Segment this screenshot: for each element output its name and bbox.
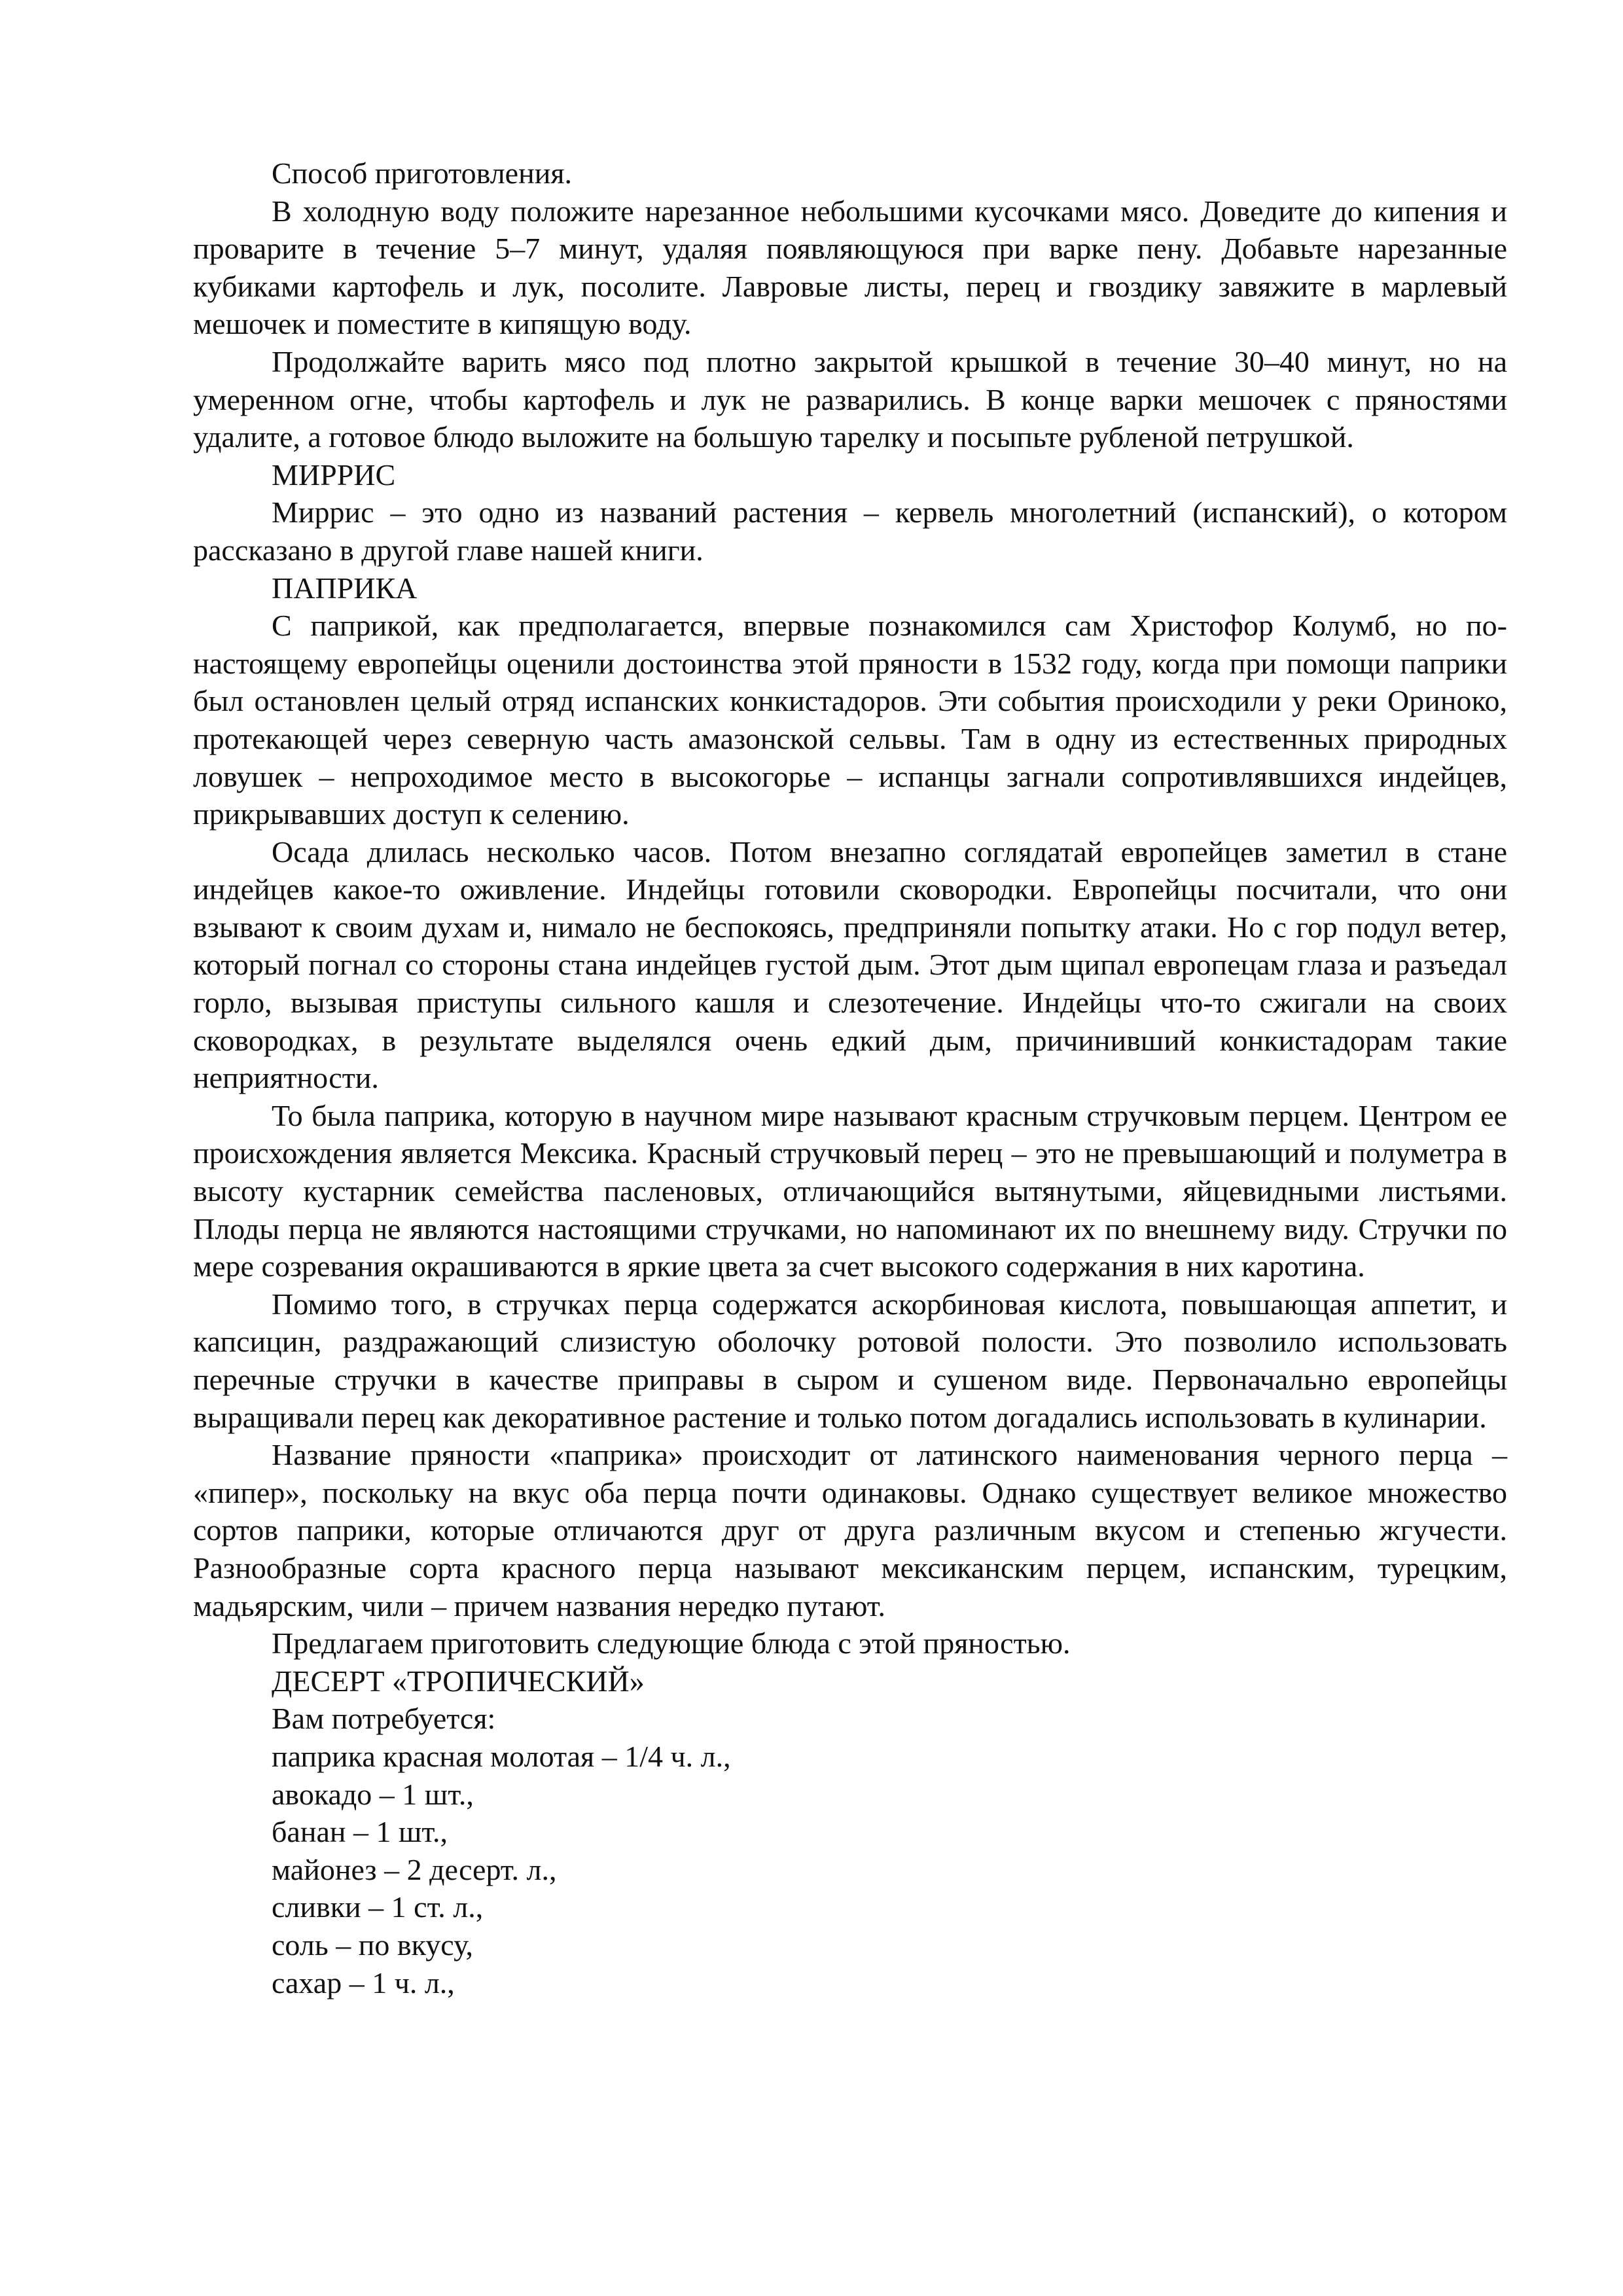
mirris-paragraph: Миррис – это одно из названий растения – кервель многолетний (испанский), о котором рассказано в другой главе нашей книги.	[193, 495, 1507, 567]
ingredient-item: паприка красная молотая – 1/4 ч. л.,	[272, 1739, 731, 1773]
paprika-paragraph-5: Название пряности «паприка» происходит от латинского наименования черного перца – «пипер», поскольку на вкус оба перца почти одинаковы. Однако существует великое множество сортов паприки, которые отличаются друг от друга различным вкусом и степенью жгучести. Разнообразные сорта красного перца называют мексиканским перцем, испанским, турецким, мадьярским, чили – причем названия нередко путают.	[193, 1438, 1507, 1623]
ingredient-list	[193, 1738, 1507, 2001]
mirris-heading: МИРРИС	[272, 457, 396, 492]
dessert-heading: ДЕСЕРТ «ТРОПИЧЕСКИЙ»	[272, 1664, 645, 1698]
ingredients-intro: Вам потребуется:	[272, 1702, 496, 1736]
paprika-paragraph-1: С паприкой, как предполагается, впервые познакомился сам Христофор Колумб, но по-настоящему европейцы оценили достоинства этой пряности в 1532 году, когда при помощи паприки был остановлен целый отряд испанских конкистадоров. Эти события происходили у реки Ориноко, протекающей через северную часть амазонской сельвы. Там в одну из естественных природных ловушек – непроходимое место в высокогорье – испанцы загнали сопротивлявшихся индейцев, прикрывавших доступ к селению.	[193, 609, 1507, 831]
paprika-paragraph-2: Осада длилась несколько часов. Потом внезапно соглядатай европейцев заметил в стане индейцев какое-то оживление. Индейцы готовили сковородки. Европейцы посчитали, что они взывают к своим духам и, нимало не беспокоясь, предприняли попытку атаки. Но с гор подул ветер, который погнал со стороны стана индейцев густой дым. Этот дым щипал европецам глаза и разъедал горло, вызывая приступы сильного кашля и слезотечение. Индейцы что-то сжигали на своих сковородках, в результате выделялся очень едкий дым, причинивший конкистадорам такие неприятности.	[193, 834, 1507, 1095]
ingredient-item: авокадо – 1 шт.,	[272, 1777, 474, 1811]
ingredient-item: банан – 1 шт.,	[272, 1815, 448, 1849]
method-paragraph-1: В холодную воду положите нарезанное небольшими кусочками мясо. Доведите до кипения и проварите в течение 5–7 минут, удаляя появляющуюся при варке пену. Добавьте нарезанные кубиками картофель и лук, посолите. Лавровые листы, перец и гвоздику завяжите в марлевый мешочек и поместите в кипящую воду.	[193, 194, 1507, 341]
ingredient-item: майонез – 2 десерт. л.,	[272, 1852, 557, 1886]
ingredient-item: сахар – 1 ч. л.,	[272, 1965, 455, 2000]
paprika-paragraph-3: То была паприка, которую в научном мире называют красным стручковым перцем. Центром ее происхождения является Мексика. Красный стручковый перец – это не превышающий и полуметра в высоту кустарник семейства пасленовых, отличающийся вытянутыми, яйцевидными листьями. Плоды перца не являются настоящими стручками, но напоминают их по внешнему виду. Стручки по мере созревания окрашиваются в яркие цвета за счет высокого содержания в них каротина.	[193, 1098, 1507, 1283]
paprika-paragraph-4: Помимо того, в стручках перца содержатся аскорбиновая кислота, повышающая аппетит, и капсицин, раздражающий слизистую оболочку ротовой полости. Это позволило использовать перечные стручки в качестве приправы в сыром и сушеном виде. Первоначально европейцы выращивали перец как декоративное растение и только потом догадались использовать в кулинарии.	[193, 1287, 1507, 1434]
document-page	[193, 154, 1507, 2001]
proposal-line: Предлагаем приготовить следующие блюда с этой пряностью.	[272, 1626, 1071, 1660]
paprika-heading: ПАПРИКА	[272, 571, 418, 605]
ingredient-item: соль – по вкусу,	[272, 1928, 473, 1962]
method-paragraph-2: Продолжайте варить мясо под плотно закрытой крышкой в течение 30–40 минут, но на умеренном огне, чтобы картофель и лук не разварились. В конце варки мешочек с пряностями удалите, а готовое блюдо выложите на большую тарелку и посыпьте рубленой петрушкой.	[193, 344, 1507, 454]
ingredient-item: сливки – 1 ст. л.,	[272, 1890, 484, 1924]
method-heading: Способ приготовления.	[272, 156, 572, 190]
